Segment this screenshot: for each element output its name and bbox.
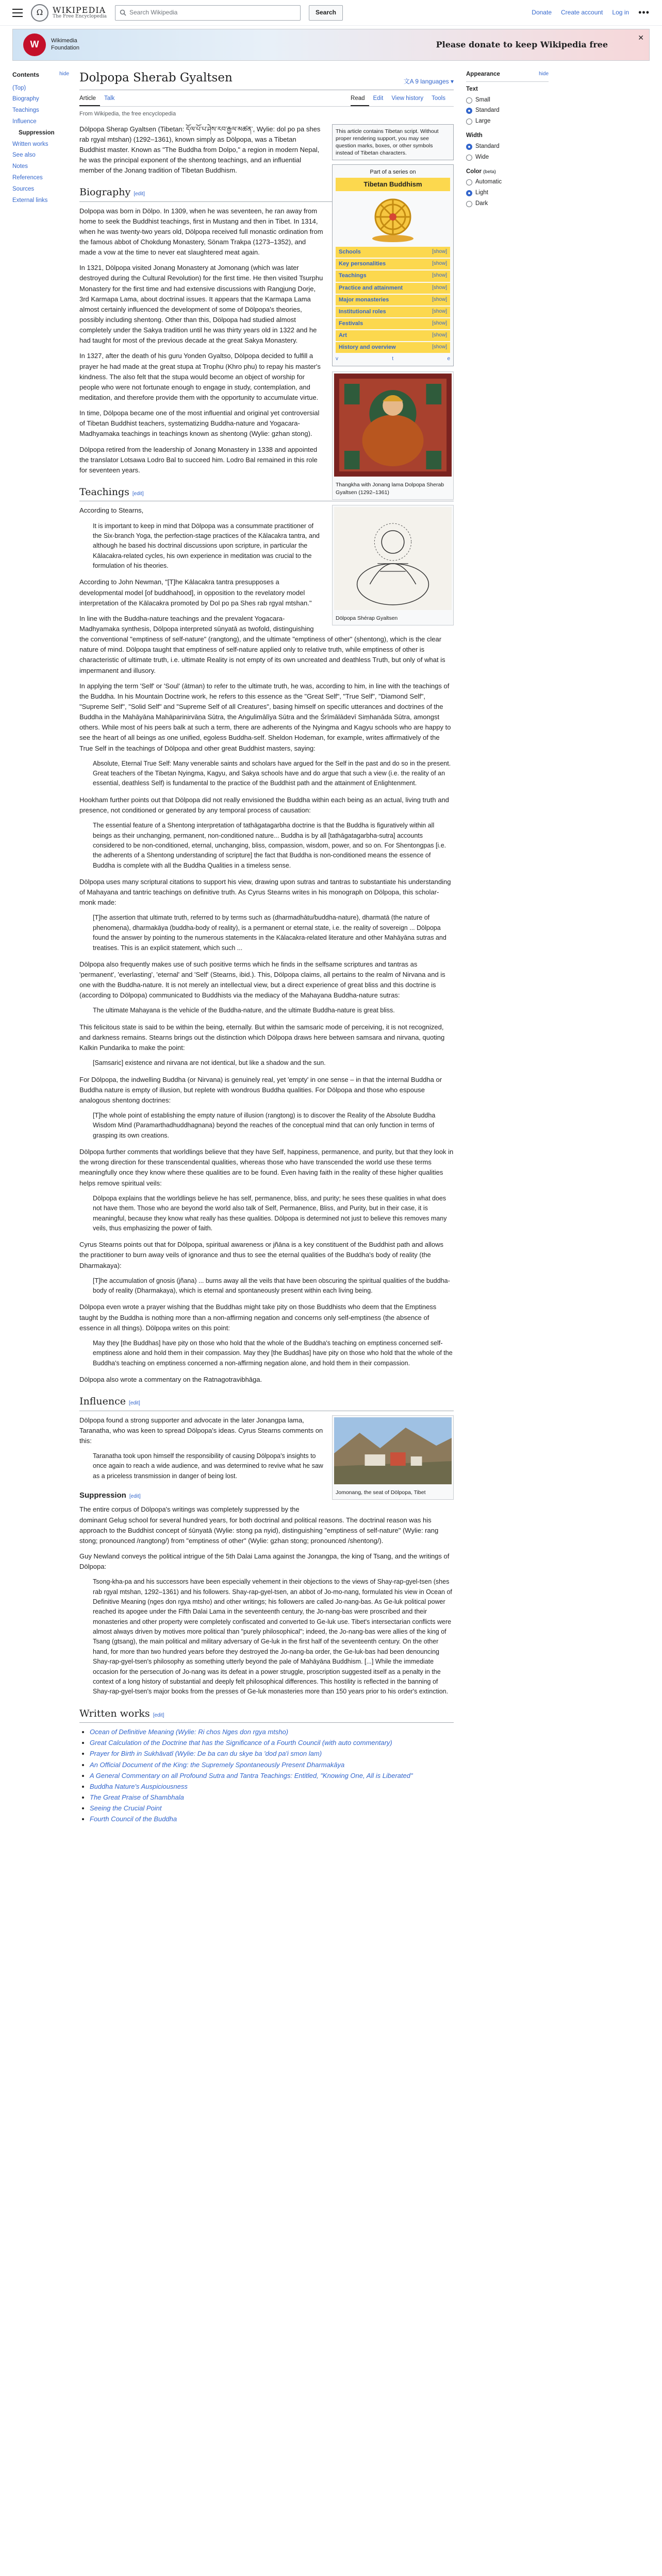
series-row[interactable]: [336, 307, 450, 317]
navbox-talk[interactable]: t: [392, 355, 394, 362]
blockquote: It is important to keep in mind that Dölpopa was a consummate practitioner of the Six-branch Yoga, the perfection-stage practices of the Kālacakra tantra, and although he based his doctrinal discussions upon scripture, in particular the Kālacakra-related cycles, his own experience in meditation was crucial to the formulation of his theories.: [93, 522, 320, 570]
width-option[interactable]: [466, 142, 549, 151]
search-icon: [120, 9, 126, 16]
written-works-heading-text: Written works: [79, 1707, 150, 1719]
series-row-label: History and overview: [339, 344, 396, 350]
radio-icon[interactable]: [466, 97, 472, 104]
paragraph: According to John Newman, "[T]he Kālacakra tantra presupposes a developmental model [of buddhahood], in opposition to the revelatory model interpretation of the Kālacakra promoted by Dol po pa Shes rab rgyal mtshan.": [79, 578, 312, 607]
series-row-label: Practice and attainment: [339, 284, 403, 291]
show-toggle[interactable]: [show]: [432, 284, 447, 291]
toc-item[interactable]: Written works: [12, 141, 48, 147]
appearance-title: Appearance: [466, 71, 500, 77]
paragraph: For Dölpopa, the indwelling Buddha (or Nirvana) is genuinely real, yet 'empty' in one sense – in that the internal Buddha or Buddha nature is empty of illusion, but replete with wondrous Buddha qualities. For Dölpopa and those who espouse analogous shentong doctrines:: [79, 1075, 442, 1104]
text-size-option[interactable]: [466, 96, 549, 105]
tab-talk[interactable]: Talk: [104, 95, 115, 101]
intro-paragraph: Dölpopa Sherap Gyaltsen (Tibetan: དོལ་པོ་པ་ཤེས་རབ་རྒྱལ་མཚན་, Wylie: dol po pa shes rab rgyal mtshan) (1292–1361), known simply as Dölpopa, was a Tibetan Buddhist master. Known as "The Buddha from Dolpo," a region in modern Nepal, he was the principal exponent of the shentong teachings, and an influential member of the Jonang tradition of Tibetan Buddhism.: [79, 125, 321, 175]
width-option[interactable]: [466, 153, 549, 162]
suppression-heading-text: Suppression: [79, 1491, 126, 1500]
show-toggle[interactable]: [show]: [432, 273, 447, 279]
color-option[interactable]: [466, 189, 549, 198]
toc-title: Contents: [12, 71, 39, 78]
thangka-figure: [332, 371, 454, 499]
teachings-heading-text: Teachings: [79, 486, 129, 498]
edit-section-link[interactable]: [edit]: [153, 1712, 164, 1718]
show-toggle[interactable]: [show]: [432, 308, 447, 314]
section-influence-heading: [79, 1394, 454, 1411]
edit-label: edit: [130, 1494, 139, 1500]
series-row[interactable]: [336, 342, 450, 353]
paragraph: In line with the Buddha-nature teachings and the prevalent Yogacara-Madhyamaka synthesis, Dölpopa interpreted sūnyatā as twofold, distinguishing the conventional "emptiness of self-nature" (rangtong), and the ultimate "emptiness of other" (shentong), which is the clear nature of mind. Dölpopa taught that emptiness of self-nature applied only to relative truth, while emptiness of other is characteristic of ultimate truth, i.e. ultimate Reality is not empty of its own uncreated and deathless Truth, but only of what is impermanent and illusory.: [79, 614, 445, 674]
dharma-wheel-icon: [365, 194, 421, 244]
series-row-label: Schools: [339, 249, 361, 256]
show-toggle[interactable]: [show]: [432, 296, 447, 302]
edit-section-link[interactable]: [edit]: [129, 1494, 141, 1500]
text-size-label: Text: [466, 86, 478, 92]
search-button[interactable]: Search: [309, 5, 343, 21]
tab-article[interactable]: Article: [79, 92, 100, 107]
edit-section-link[interactable]: [edit]: [132, 491, 144, 497]
log-in-link[interactable]: Log in: [612, 9, 630, 16]
color-option-label: Automatic: [475, 179, 502, 185]
create-account-link[interactable]: Create account: [561, 9, 603, 16]
jomonang-figure: [332, 1415, 454, 1500]
personal-tools: [532, 6, 650, 20]
series-row[interactable]: [336, 259, 450, 269]
portrait-figure: [332, 505, 454, 625]
infobox: [332, 124, 454, 625]
list-item: [90, 1814, 454, 1824]
series-row-label: Art: [339, 332, 347, 338]
wikipedia-logo[interactable]: [31, 4, 107, 22]
text-size-option[interactable]: [466, 106, 549, 115]
toc-item[interactable]: References: [12, 175, 43, 181]
tab-view-history[interactable]: View history: [391, 95, 424, 101]
text-size-option-label: Small: [475, 96, 490, 103]
tab-read[interactable]: Read: [351, 92, 369, 107]
show-toggle[interactable]: [show]: [432, 332, 447, 338]
work-link[interactable]: A General Commentary on all Profound Sutra and Tantra Teachings: Entitled, "Knowing One, All is Liberated": [90, 1771, 413, 1780]
blockquote: Taranatha took upon himself the responsibility of causing Dölpopa's insights to once again to reach a wide audience, and was determined to revive what he saw as a priceless transmission in danger of being lost.: [93, 1452, 323, 1480]
work-link[interactable]: Buddha Nature's Auspiciousness: [90, 1782, 188, 1790]
paragraph: In 1321, Dölpopa visited Jonang Monastery at Jomonang (which was later destroyed during the Cultural Revolution) for the first time. He then visited Tsurphu Monastery for the first time and had extensive discussions with Rangjung Dorje, 3rd Karmapa Lama, about doctrinal issues. It appears that the Karmapa Lama almost certainly influenced the development of some of Dölpopa's theories, possibly including shentong. Other than this, Dölpopa had studied almost completely under the Sakya tradition until he was thirty years old in 1322 and he had taught for most of the previous decade at the great Sakya Monastery.: [79, 264, 323, 345]
edit-label: edit: [134, 491, 142, 497]
work-link[interactable]: Prayer for Birth in Sukhāvatī (Wylie: De ba can du skye ba 'dod pa'i smon lam): [90, 1750, 322, 1758]
jomonang-caption: Jomonang, the seat of Dölpopa, Tibet: [336, 1489, 426, 1496]
edit-section-link[interactable]: [edit]: [134, 191, 145, 197]
donation-banner: [12, 29, 650, 61]
width-option-label: Wide: [475, 154, 489, 160]
language-icon: 文A: [403, 78, 416, 86]
paragraph: Dölpopa also wrote a commentary on the Ratnagotravibhāga.: [79, 1375, 262, 1383]
blockquote: [T]he accumulation of gnosis (jñana) ... burns away all the veils that have been obscuring the spiritual qualities of the buddha-body of reality (Dharmakaya), which is eternal and spontaneously present within each living being.: [93, 1277, 450, 1295]
paragraph: Dölpopa also frequently makes use of such positive terms which he finds in the selfsame scriptures and tantras as 'permanent', 'everlasting', 'eternal' and 'Self' (Stearns, ibid.). This, Dölpopa claims, all pertains to the realm of Nirvana and is one with the Buddha-nature. It is not merely an intellectual view, but a direct experience of great bliss and this doctrine is (according to Dölpopa) communicated to Buddhists via the mediacy of the Mahayana Buddha-nature sutras:: [79, 960, 445, 999]
navbox-view[interactable]: v: [336, 355, 338, 362]
radio-icon[interactable]: [466, 190, 472, 196]
width-label: Width: [466, 132, 483, 139]
globe-icon: Ω: [31, 4, 48, 22]
language-count: 9 languages: [415, 78, 449, 86]
paragraph: This felicitous state is said to be within the being, eternally. But within the samsaric mode of perceiving, it is not recognized, and darkness remains. Stearns brings out the distinction which Dölpopa draws here between samsara and nirvana, quoting Kalkin Pundarika to make the point:: [79, 1023, 445, 1052]
biography-heading-text: Biography: [79, 187, 131, 198]
toc-item[interactable]: Teachings: [12, 107, 39, 114]
toc-item[interactable]: Notes: [12, 163, 28, 170]
toc-hide-button[interactable]: hide: [59, 71, 69, 77]
paragraph: Dölpopa further comments that worldlings believe that they have Self, happiness, permanence, and purity, but that they look in the wrong direction for these transcendental qualities, whereas those who have transcended the world use these terms meaningfully once they know where these qualities are to be found. Even having faith in the reality of these higher qualities helps remove spiritual veils:: [79, 1148, 454, 1187]
series-row[interactable]: [336, 247, 450, 258]
series-row[interactable]: [336, 330, 450, 341]
edit-section-link[interactable]: [edit]: [129, 1400, 140, 1406]
radio-icon[interactable]: [466, 201, 472, 207]
work-link[interactable]: Fourth Council of the Buddha: [90, 1815, 177, 1823]
blockquote: [Samsaric] existence and nirvana are not identical, but like a shadow and the sun.: [93, 1059, 326, 1067]
paragraph: In 1327, after the death of his guru Yonden Gyaltso, Dölpopa decided to fulfill a prayer he had made at the great stupa at Trophu (Khro phu) to repay his master's kindness. The also felt that the stupa would become an object of worship for people who were not fortunate enough to engage in study, contemplation, and meditation, and therefore provide them with the opportunity to accumulate virtue.: [79, 352, 321, 402]
paragraph: Dölpopa even wrote a prayer wishing that the Buddhas might take pity on those Buddhists who deem that the Emptiness taught by the Buddha is nothing more than a non-affirming negation and concerns only self-emptiness (the absence of essence in all things). Dölpopa writes on this point:: [79, 1303, 437, 1332]
series-row-label: Key personalities: [339, 261, 386, 267]
site-tagline: The Free Encyclopedia: [53, 14, 107, 20]
section-written-works-heading: [79, 1706, 454, 1723]
teachings-intro: According to Stearns,: [79, 506, 144, 515]
paragraph: Guy Newland conveys the political intrigue of the 5th Dalai Lama against the Jonangpa, the king of Tsang, and the writings of Dölpopa:: [79, 1552, 450, 1571]
tibetan-script-notice: This article contains Tibetan script. Without proper rendering support, you may see question marks, boxes, or other symbols instead of Tibetan characters.: [332, 124, 454, 161]
donate-link[interactable]: Donate: [532, 9, 552, 16]
list-item: [90, 1792, 454, 1803]
more-options-icon[interactable]: •••: [638, 7, 650, 18]
paragraph: Dolpopa was born in Dölpo. In 1309, when he was seventeen, he ran away from home to seek the Buddhist teachings, first in Mustang and then in Tibet. In 1314, when he was twenty-two years old, Dölpopa received full monastic ordination from the famous abbot of Chokdung Monastery, Sönam Trakpa (1273–1352), and made a vow at the time to never eat slaughtered meat again.: [79, 207, 323, 257]
blockquote: Dölpopa explains that the worldlings believe he has self, permanence, bliss, and purity; he sees these qualities in what does not have them. Those who are beyond the world also talk of Self, Permanence, Bliss, and Purity, but in their case, it is meaningful, because they know what really has these qualities. Dölpopa is determined not just to believe this removes many veils, thus emphasizing the power of faith.: [93, 1194, 447, 1232]
paragraph: Hookham further points out that Dölpopa did not really envisioned the Buddha within each being as an actual, living truth and presence, not conditioned or generated by any temporal process of causation:: [79, 795, 449, 814]
paragraph: Dölpopa retired from the leadership of Jonang Monastery in 1338 and appointed the translator Lotsawa Lodro Bal to succeed him. Lodro Bal remained in this role for seventeen years.: [79, 445, 318, 474]
color-option[interactable]: [466, 178, 549, 187]
paragraph: The entire corpus of Dölpopa's writings was completely suppressed by the dominant Gelug school for several hundred years, for both doctrinal and political reasons. The doctrinal reason was his approach to the Buddhist concept of śūnyatā (Wylie: stong pa nyid), distinguishing "emptiness of self-nature" (Wylie: rang stong; pronounced /rangtong/) from "emptiness of other" (Wylie: gzhan stong; pronounced /shentong/).: [79, 1505, 439, 1545]
toc-item[interactable]: Suppression: [19, 129, 55, 136]
toc-item[interactable]: Influence: [12, 118, 37, 125]
list-item: [90, 1727, 454, 1737]
appearance-panel: [466, 70, 549, 214]
page-title: Dolpopa Sherab Gyaltsen: [79, 71, 233, 84]
edit-label: edit: [135, 191, 144, 197]
banner-org-name: Wikimedia Foundation: [51, 38, 80, 51]
radio-icon[interactable]: [466, 179, 472, 185]
search-placeholder: Search Wikipedia: [129, 9, 178, 16]
text-size-option-label: Standard: [475, 107, 500, 114]
show-toggle[interactable]: [show]: [432, 261, 447, 267]
jomonang-image[interactable]: [334, 1417, 452, 1484]
blockquote: [T]he whole point of establishing the empty nature of illusion (rangtong) is to discover the Reality of the Absolute Buddha Wisdom Mind (Paramarthadhuddhagnana) beyond the reaches of the conceptual mind that can only function in terms of grasping its own creations.: [93, 1112, 436, 1139]
series-row[interactable]: [336, 295, 450, 306]
navbox-edit[interactable]: e: [447, 355, 450, 362]
radio-icon[interactable]: [466, 108, 472, 114]
series-part-of: Part of a series on: [370, 169, 416, 176]
chevron-down-icon: ▾: [449, 78, 454, 86]
portrait-image[interactable]: [334, 507, 452, 610]
work-link[interactable]: Great Calculation of the Doctrine that has the Significance of a Fourth Council (with auto commentary): [90, 1739, 392, 1747]
list-item: [90, 1749, 454, 1759]
show-toggle[interactable]: [show]: [432, 249, 447, 255]
paragraph: Cyrus Stearns points out that for Dölpopa, spiritual awareness or jñāna is a key constituent of the Buddhist path and allows the practitioner to burn away veils of ignorance and thus to see the eternal qualities of the Buddha's body of reality (the Dharmakaya):: [79, 1241, 444, 1269]
banner-headline: Please donate to keep Wikipedia free: [436, 40, 608, 49]
search-input[interactable]: [115, 5, 301, 21]
toc-item[interactable]: (Top): [12, 84, 26, 91]
series-row[interactable]: [336, 283, 450, 294]
paragraph: In applying the term 'Self' or 'Soul' (ātman) to refer to the ultimate truth, he was, according to him, in line with the teachings of the Buddha. In his Mountain Doctrine work, he refers to this essence as the "Great Self", "True Self", "Diamond Self", "Supreme Self", "Solid Self" and "Supreme Self of all Creatures", basing himself on specific utterances and doctrines of the Buddha in the Mahāyāna Mahāparinirvāṇa Sūtra, the Aṅgulimālīya Sūtra and the Śrīmālādevī Siṃhanāda Sūtra, amongst others. While most of his peers balk at such a term, there are adherents of the Nyingma and Kagyu schools who are happy to see the heart of all beings as one unified, egoless Buddha-self. Sheldon Hodeman, for example, writes affirmatively of the True Self in the teachings of Dölpopa and other great Buddhist masters, saying:: [79, 682, 451, 752]
tab-edit[interactable]: Edit: [373, 95, 384, 101]
site-header: [0, 0, 662, 26]
show-toggle[interactable]: [show]: [432, 344, 447, 350]
paragraph: Dölpopa found a strong supporter and advocate in the later Jonangpa lama, Taranatha, who was keen to spread Dölpopa's ideas. Cyrus Stearns comments on this:: [79, 1416, 323, 1445]
list-item: [90, 1771, 454, 1781]
radio-icon[interactable]: [466, 118, 472, 125]
toc-item[interactable]: Biography: [12, 96, 39, 103]
work-link[interactable]: Seeing the Crucial Point: [90, 1804, 162, 1812]
portrait-caption: Dölpopa Shérap Gyaltsen: [336, 615, 398, 621]
page-tabs: [79, 92, 454, 107]
article-content: [79, 67, 454, 1829]
edit-label: edit: [130, 1400, 139, 1406]
influence-heading-text: Influence: [79, 1396, 126, 1408]
show-toggle[interactable]: [show]: [432, 320, 447, 326]
beta-badge: (beta): [483, 168, 496, 174]
series-sidebar: [332, 164, 454, 366]
blockquote: [T]he assertion that ultimate truth, referred to by terms such as (dharmadhātu/buddha-nature), dharmatā (the nature of phenomena), dharmakāya (buddha-body of reality), is a permanent or eternal state, i.e. the reality of sovereign ... Dölpopa found the answer by pointing to the numerous statements in the Kālacakra-related literature and other Mahāyāna sutras and treatises. This is an explicit statement, which such ...: [93, 914, 446, 952]
toc-item[interactable]: Sources: [12, 185, 35, 192]
list-item: [90, 1803, 454, 1814]
work-link[interactable]: An Official Document of the King: the Supremely Spontaneously Present Dharmakāya: [90, 1760, 345, 1769]
color-option-label: Light: [475, 190, 488, 196]
blockquote: The ultimate Mahayana is the vehicle of the Buddha-nature, and the ultimate Buddha-nature is great bliss.: [93, 1007, 395, 1014]
list-item: [90, 1760, 454, 1770]
text-size-option-label: Large: [475, 118, 491, 125]
blockquote: Tsong-kha-pa and his successors have been especially vehement in their objections to the views of Shay-rap-gyel-tsen (shes rab rgyal mtshan, 1292–1361) and his followers. Shay-rap-gyel-tsen, an abbot of Jo-mo-nang, formulated his view in Ocean of Definitive Meaning (nges don rgya mtsho) and other writings; his followers are called Jo-nang-bas. As Ge-luk political power reached its apogee under the Fifth Dalai Lama in the seventeenth century, the Jo-nang-bas were proscribed and their monasteries and other property were completely confiscated and converted to Ge-luk use. Tibet's intersectarian conflicts were almost always driven by motives more political than "purely philosophical"; indeed, the Jo-nang-bas were allies of the king of Tsang (gtsang), the main political and military adversary of Ge-luk in the first half of the seventeenth century. On the other hand, for more than two hundred years before they destroyed the Jo-nang-ba order, the Ge-luk-bas had been denouncing Shay-rap-gyel-tsen's philosophy as something utterly beyond the pale of Mahāyāna Buddhism. [...] While the immediate occasion for the persecution of Jo-nang was its defeat in a power struggle, proscription suggested itself as a penalty in the context of a long history of substantial and deeply felt philosophical differences. This hostility is reflected in the banning of Shay-rap-gyel-tsen's major books from the presses of Ge-luk monasteries more than 150 years prior to his order's extinction.: [93, 1578, 452, 1696]
work-link[interactable]: The Great Praise of Shambhala: [90, 1793, 184, 1801]
color-option-label: Dark: [475, 200, 488, 207]
series-row-label: Festivals: [339, 320, 363, 327]
series-title[interactable]: Tibetan Buddhism: [336, 178, 450, 191]
thangka-caption: Thangkha with Jonang lama Dolpopa Sherab Gyaltsen (1292–1361): [336, 482, 444, 496]
list-item: [90, 1782, 454, 1792]
blockquote: May they [the Buddhas] have pity on those who hold that the whole of the Buddha's teaching on emptiness concerned self-emptiness alone and hold them in their compassion. May they [the Buddhas] have pity on those who hold that the whole of the Buddha's teaching on emptiness concerned a non-affirming negation alone, and hold them in their compassion.: [93, 1339, 453, 1367]
work-link[interactable]: Ocean of Definitive Meaning (Wylie: Ri chos Nges don rgya mtsho): [90, 1728, 289, 1736]
site-name: WIKIPEDIA: [53, 5, 106, 15]
toc-item[interactable]: See also: [12, 152, 36, 159]
series-row-label: Major monasteries: [339, 296, 389, 303]
table-of-contents: [12, 70, 69, 207]
language-selector[interactable]: [404, 77, 454, 90]
text-size-option[interactable]: [466, 117, 549, 126]
wikimedia-logo-icon: W: [23, 33, 46, 56]
color-option[interactable]: [466, 199, 549, 209]
series-row[interactable]: [336, 270, 450, 281]
blockquote: The essential feature of a Shentong interpretation of tathāgatagarbha doctrine is that the Buddha is figuratively within all beings as their unchanging, permanent, non-conditioned nature... Buddha is by all [tathāgatagarbha-sutra] accounts considered to be non-conditioned, eternal, unchanging, bliss, compassion, wisdom, power, and so on. For Shentongpas [i.e. the adherents of a Shentong understanding of scripture] the fact that Buddha is non-conditioned means the essence of Buddha is complete with all the Buddha Qualities in a timeless sense.: [93, 822, 446, 869]
written-works-list: [79, 1727, 454, 1824]
list-item: [90, 1738, 454, 1748]
series-row-label: Teachings: [339, 273, 367, 279]
blockquote: Absolute, Eternal True Self: Many venerable saints and scholars have argued for the Self in the past and do so in the present. Great teachers of the Tibetan Nyingma, Kagyu, and Sakya schools have and do argue that such a view (i.e. the reality of an essential, deathless Self) is fundamental to the practice of the Buddhist path and the attainment of Enlightenment.: [93, 759, 451, 787]
thangka-image[interactable]: [334, 374, 452, 477]
toc-item[interactable]: External links: [12, 197, 48, 204]
close-icon[interactable]: ✕: [638, 33, 644, 42]
page-subtitle: From Wikipedia, the free encyclopedia: [79, 111, 176, 117]
edit-label: edit: [154, 1712, 163, 1718]
tab-tools[interactable]: Tools: [432, 95, 445, 101]
main-menu-icon[interactable]: [12, 9, 23, 17]
series-row[interactable]: [336, 318, 450, 329]
paragraph: Dölpopa uses many scriptural citations to support his view, drawing upon sutras and tantras to substantiate his understanding of Mahayana and tantric teachings on definitive truth. As Cyrus Stearns writes in his monograph on Dölpopa, this scholar-monk made:: [79, 878, 451, 907]
width-option-label: Standard: [475, 143, 500, 149]
appearance-hide-button[interactable]: hide: [539, 71, 549, 77]
color-label: Color: [466, 168, 482, 175]
paragraph: In time, Dölpopa became one of the most influential and original yet controversial of Tibetan Buddhist teachers, systematizing Buddha-nature and Yogacara-Madhyamaka teachings in teachings known as shentong (Wylie: gzhan stong).: [79, 409, 320, 438]
radio-icon[interactable]: [466, 144, 472, 150]
series-row-label: Institutional roles: [339, 308, 386, 315]
radio-icon[interactable]: [466, 155, 472, 161]
